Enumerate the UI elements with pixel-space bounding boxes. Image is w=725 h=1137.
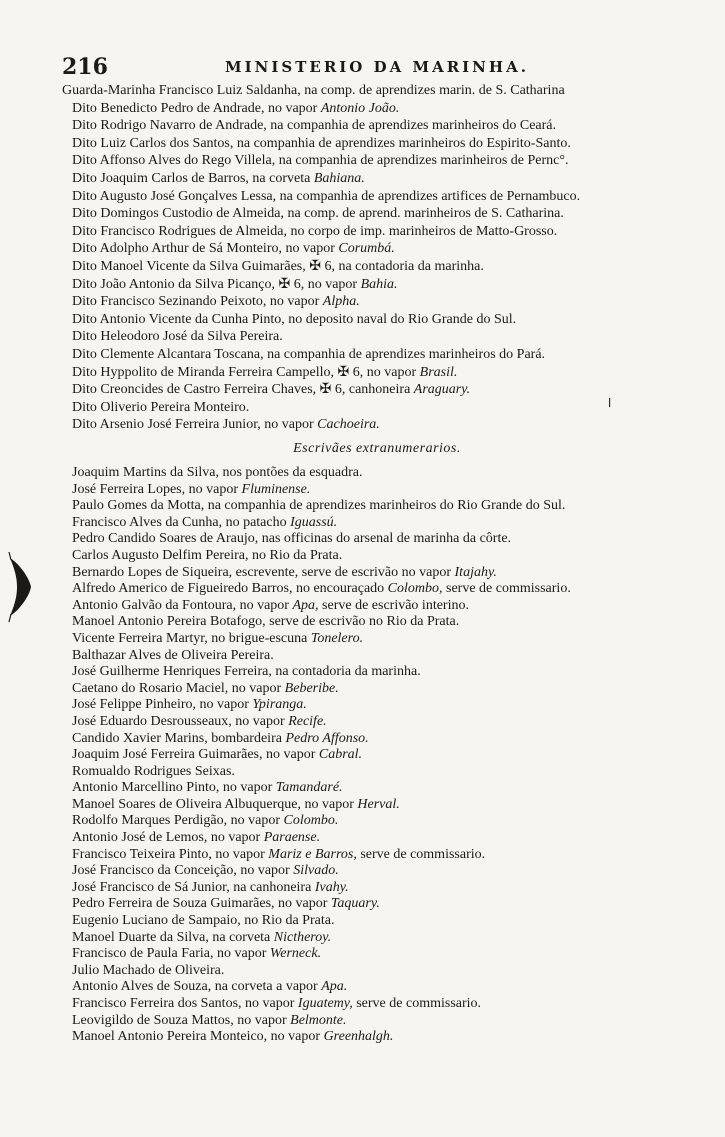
entry-text: Pedro Ferreira de Souza Guimarães, no vapor <box>72 896 331 912</box>
entry-text: Dito Hyppolito de Miranda Ferreira Campello, ✠ 6, no vapor <box>72 364 420 380</box>
entry-text: serve de commissario. <box>352 996 482 1011</box>
list-item <box>62 498 692 515</box>
section-heading: Escrivães extranumerarios. <box>293 441 461 456</box>
entry-text: Dito João Antonio da Silva Picanço, ✠ 6, no vapor <box>72 276 361 292</box>
entry-text: Francisco Ferreira dos Santos, no vapor <box>72 996 298 1011</box>
entry-text: José Francisco de Sá Junior, na canhoneira <box>72 879 315 895</box>
entry-text: Paulo Gomes da Motta, na companhia de aprendizes marinheiros do Rio Grande do Sul. <box>72 498 566 514</box>
list-item <box>62 797 692 814</box>
list-item <box>62 328 692 346</box>
list-item <box>62 548 692 565</box>
list-item <box>62 946 692 963</box>
list-item <box>62 598 692 615</box>
entry-text: Antonio Marcellino Pinto, no vapor <box>72 780 276 796</box>
vessel-name: Paraense. <box>263 830 321 846</box>
entry-text: Caetano do Rosario Maciel, no vapor <box>72 680 285 696</box>
list-item <box>62 697 692 714</box>
vessel-name: Colombo. <box>283 813 339 829</box>
list-item <box>62 648 692 665</box>
vessel-name: Antonio João. <box>320 100 400 116</box>
entry-text: Dito Antonio Vicente da Cunha Pinto, no deposito naval do Rio Grande do Sul. <box>72 311 517 327</box>
entry-text: Manoel Antonio Pereira Monteico, no vapor <box>72 1029 324 1045</box>
list-item <box>62 117 692 135</box>
entry-text: Dito Arsenio José Ferreira Junior, no vapor <box>72 417 318 433</box>
vessel-name: Iguassú. <box>290 514 338 530</box>
vessel-name: Mariz e Barros, <box>268 846 357 862</box>
vessel-name: Apa. <box>321 979 348 995</box>
list-item <box>62 276 692 294</box>
list-item <box>62 764 692 781</box>
entry-text: Manoel Antonio Pereira Botafogo, serve de escrivão no Rio da Prata. <box>72 614 460 630</box>
list-item <box>62 930 692 947</box>
entry-text: serve de commissario. <box>442 581 571 597</box>
list-item <box>62 830 692 847</box>
entry-text: José Felippe Pinheiro, no vapor <box>72 697 253 713</box>
entry-text: Antonio Galvão da Fontoura, no vapor <box>72 597 293 613</box>
list-item <box>62 515 692 532</box>
list-item <box>62 364 692 382</box>
entry-text: Dito Clemente Alcantara Toscana, na companhia de aprendizes marinheiros do Pará. <box>72 346 546 362</box>
vessel-name: Colombo, <box>387 581 443 597</box>
entry-text: Antonio José de Lemos, no vapor <box>72 830 264 846</box>
list-item <box>62 813 692 830</box>
vessel-name: Cabral. <box>318 747 363 763</box>
list-item <box>62 747 692 764</box>
list-item <box>62 896 692 913</box>
list-item <box>62 664 692 681</box>
list-item <box>62 531 692 548</box>
running-title: MINISTERIO DA MARINHA. <box>225 58 529 76</box>
entry-text: Francisco Alves da Cunha, no patacho <box>72 514 291 530</box>
list-item <box>62 482 692 499</box>
list-item <box>62 714 692 731</box>
entry-text: Balthazar Alves de Oliveira Pereira. <box>72 647 274 663</box>
page-header <box>62 54 692 80</box>
entry-text: Francisco Teixeira Pinto, no vapor <box>72 846 269 862</box>
list-item <box>62 581 692 598</box>
entry-text: Eugenio Luciano de Sampaio, no Rio da Prata. <box>72 913 335 929</box>
vessel-name: Herval. <box>357 796 400 812</box>
entry-text: Dito Joaquim Carlos de Barros, na corveta <box>72 170 314 186</box>
list-item <box>62 614 692 631</box>
list-item <box>62 416 692 434</box>
margin-mark <box>608 398 611 407</box>
entry-text: serve de commissario. <box>356 846 486 862</box>
vessel-name: Werneck. <box>269 946 322 962</box>
entry-text: Dito Manoel Vicente da Silva Guimarães, ✠ 6, na contadoria da marinha. <box>72 258 484 274</box>
entry-text: José Ferreira Lopes, no vapor <box>72 481 242 497</box>
list-item <box>62 913 692 930</box>
entry-text: Leovigildo de Souza Mattos, no vapor <box>72 1012 291 1028</box>
vessel-name: Araguary. <box>413 382 471 398</box>
list-item <box>62 979 692 996</box>
list-item <box>62 863 692 880</box>
list-item <box>62 170 692 188</box>
list-item <box>62 82 692 100</box>
vessel-name: Tamandaré. <box>275 780 343 796</box>
entry-text: Dito Domingos Custodio de Almeida, na comp. de aprend. marinheiros de S. Catharina. <box>72 206 564 222</box>
list-item <box>62 399 692 417</box>
vessel-name: Beberibe. <box>284 680 339 696</box>
list-item <box>62 240 692 258</box>
entry-text: Dito Oliverio Pereira Monteiro. <box>72 399 250 415</box>
entry-text: Dito Luiz Carlos dos Santos, na companhia de aprendizes marinheiros do Espirito-Santo. <box>72 135 571 151</box>
vessel-name: Ivahy. <box>314 879 349 895</box>
vessel-name: Belmonte. <box>290 1012 347 1028</box>
list-item <box>62 188 692 206</box>
entry-text: Manoel Duarte da Silva, na corveta <box>72 929 274 945</box>
entry-text: Joaquim Martins da Silva, nos pontões da esquadra. <box>72 465 363 480</box>
list-item <box>62 100 692 118</box>
entry-text: Romualdo Rodrigues Seixas. <box>72 763 235 779</box>
escrivaes-list <box>62 465 692 1046</box>
entry-text: Vicente Ferreira Martyr, no brigue-escuna <box>72 630 311 646</box>
entry-text: José Francisco da Conceição, no vapor <box>72 863 294 879</box>
entry-text: Pedro Candido Soares de Araujo, nas officinas do arsenal de marinha da côrte. <box>72 531 512 547</box>
list-item <box>62 681 692 698</box>
vessel-name: Recife. <box>288 713 327 729</box>
entry-text: Dito Francisco Rodrigues de Almeida, no corpo de imp. marinheiros de Matto-Grosso. <box>72 223 558 239</box>
list-item <box>62 565 692 582</box>
vessel-name: Bahia. <box>360 276 398 292</box>
entry-text: Joaquim José Ferreira Guimarães, no vapor <box>72 747 319 763</box>
vessel-name: Iguatemy, <box>297 996 353 1011</box>
entry-text: Carlos Augusto Delfim Pereira, no Rio da Prata. <box>72 547 343 563</box>
vessel-name: Bahiana. <box>313 170 365 186</box>
entry-text: Candido Xavier Marins, bombardeira <box>72 730 286 746</box>
list-item <box>62 465 692 482</box>
list-item <box>62 963 692 980</box>
list-item <box>62 293 692 311</box>
entry-text: Dito Heleodoro José da Silva Pereira. <box>72 329 283 345</box>
entry-text: Dito Francisco Sezinando Peixoto, no vapor <box>72 294 323 310</box>
list-item <box>62 731 692 748</box>
entry-text: José Eduardo Desrousseaux, no vapor <box>72 713 289 729</box>
vessel-name: Itajahy. <box>454 564 497 580</box>
list-item <box>62 381 692 399</box>
entry-text: Manoel Soares de Oliveira Albuquerque, no vapor <box>72 796 358 812</box>
list-item <box>62 880 692 897</box>
list-item <box>62 258 692 276</box>
list-item <box>62 996 692 1013</box>
list-item <box>62 223 692 241</box>
entry-text: Julio Machado de Oliveira. <box>72 962 225 978</box>
entry-text: Dito Adolpho Arthur de Sá Monteiro, no vapor <box>72 241 339 257</box>
vessel-name: Brasil. <box>419 364 458 380</box>
vessel-name: Greenhalgh. <box>323 1029 394 1045</box>
list-item <box>62 311 692 329</box>
page-number: 216 <box>62 54 108 80</box>
list-item <box>62 1029 692 1046</box>
entry-text: José Guilherme Henriques Ferreira, na contadoria da marinha. <box>72 664 421 680</box>
entry-text: Bernardo Lopes de Siqueira, escrevente, serve de escrivão no vapor <box>72 564 455 580</box>
entry-text: serve de escrivão interino. <box>318 597 469 613</box>
entry-text: Rodolfo Marques Perdigão, no vapor <box>72 813 284 829</box>
entry-text: Dito Creoncides de Castro Ferreira Chaves, ✠ 6, canhoneira <box>72 382 414 398</box>
entry-text: Dito Benedicto Pedro de Andrade, no vapor <box>72 100 321 116</box>
list-item <box>62 847 692 864</box>
list-item <box>62 135 692 153</box>
entry-text: Dito Rodrigo Navarro de Andrade, na companhia de aprendizes marinheiros do Ceará. <box>72 118 556 134</box>
vessel-name: Nictheroy. <box>273 929 332 945</box>
entry-text: Dito Augusto José Gonçalves Lessa, na companhia de aprendizes artifices de Pernambuco. <box>72 188 581 204</box>
vessel-name: Taquary. <box>330 896 380 912</box>
list-item <box>62 780 692 797</box>
vessel-name: Alpha. <box>322 294 360 310</box>
vessel-name: Pedro Affonso. <box>285 730 369 746</box>
entry-text: Dito Affonso Alves do Rego Villela, na companhia de aprendizes marinheiros de Pernc°. <box>72 153 569 169</box>
list-item <box>62 205 692 223</box>
margin-ornament-icon <box>7 552 33 622</box>
list-item <box>62 152 692 170</box>
vessel-name: Ypiranga. <box>252 697 307 713</box>
vessel-name: Corumbá. <box>338 241 395 257</box>
vessel-name: Cachoeira. <box>317 417 380 433</box>
vessel-name: Silvado. <box>293 863 339 879</box>
entry-text: Antonio Alves de Souza, na corveta a vapor <box>72 979 322 995</box>
list-item <box>62 631 692 648</box>
entry-text: Alfredo Americo de Figueiredo Barros, no encouraçado <box>72 581 388 597</box>
guarda-marinha-list <box>62 82 692 434</box>
list-item <box>62 1013 692 1030</box>
vessel-name: Apa, <box>292 597 319 613</box>
vessel-name: Fluminense. <box>241 481 311 497</box>
entry-text: Francisco de Paula Faria, no vapor <box>72 946 270 962</box>
entry-text: Guarda-Marinha Francisco Luiz Saldanha, na comp. de aprendizes marin. de S. Catharina <box>62 83 565 98</box>
vessel-name: Tonelero. <box>310 630 364 646</box>
list-item <box>62 346 692 364</box>
